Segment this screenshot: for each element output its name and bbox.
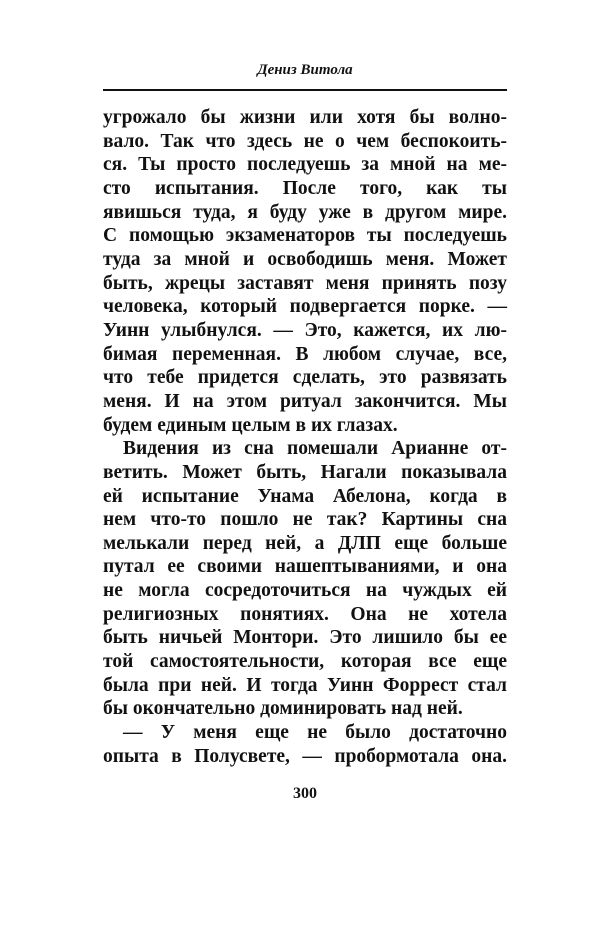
text-line: нем что-то пошло не так? Картины сна (103, 509, 507, 531)
text-line: не могла сосредоточиться на чуждых ей (103, 580, 507, 602)
text-line: ей испытание Унама Абелона, когда в (103, 485, 507, 507)
text-line: человека, который подвергается порке. — (103, 296, 507, 318)
text-line: туда за мной и освободишь меня. Может (103, 248, 507, 270)
text-line: что тебе придется сделать, это развязать (103, 367, 507, 389)
text-line: сто испытания. После того, как ты (103, 177, 507, 199)
text-line: Видения из сна помешали Арианне от- (123, 438, 507, 460)
text-line: Уинн улыбнулся. — Это, кажется, их лю- (103, 319, 507, 341)
text-line: — У меня еще не было достаточно (123, 722, 507, 744)
text-line: была при ней. И тогда Уинн Форрест стал (103, 674, 507, 696)
page-number: 300 (293, 785, 317, 802)
header-rule (103, 89, 507, 91)
text-line: угрожало бы жизни или хотя бы волно- (103, 107, 507, 128)
text-line: мелькали перед ней, а ДЛП еще больше (103, 532, 507, 554)
text-line: той самостоятельности, которая все еще (103, 651, 507, 673)
text-line: религиозных понятиях. Она не хотела (103, 603, 507, 625)
page-body-text (103, 106, 507, 768)
text-line: меня. И на этом ритуал закончится. Мы (103, 390, 507, 412)
text-line: путал ее своими нашептываниями, и она (103, 556, 507, 578)
text-line: ся. Ты просто последуешь за мной на ме- (103, 154, 507, 176)
text-line: будем единым целым в их глазах. (103, 414, 398, 436)
running-header: Дениз Витола (257, 62, 353, 78)
text-line: бы окончательно доминировать над ней. (103, 698, 463, 720)
text-line: С помощью экзаменаторов ты последуешь (103, 225, 507, 247)
text-line: быть ничьей Монтори. Это лишило бы ее (103, 627, 507, 649)
text-line: ветить. Может быть, Нагали показывала (103, 461, 507, 483)
text-line: опыта в Полусвете, — пробормотала она. (103, 745, 507, 767)
text-line: быть, жрецы заставят меня принять позу (103, 272, 507, 294)
text-line: вало. Так что здесь не о чем беспокоить- (103, 130, 507, 152)
text-line: явишься туда, я буду уже в другом мире. (103, 201, 507, 223)
text-line: бимая переменная. В любом случае, все, (103, 343, 507, 365)
